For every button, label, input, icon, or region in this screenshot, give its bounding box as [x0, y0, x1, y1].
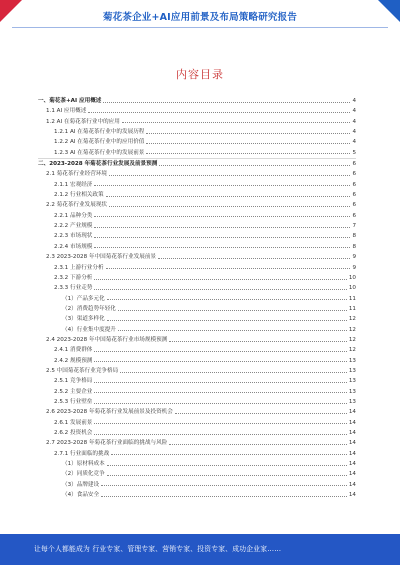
- toc-leader-dots: [101, 496, 347, 497]
- toc-leader-dots: [175, 413, 347, 414]
- toc-entry-title: 2.2.4 市场规模: [54, 243, 93, 250]
- toc-entry[interactable]: [38, 397, 356, 407]
- toc-page-number: 10: [348, 274, 356, 281]
- toc-leader-dots: [107, 320, 347, 321]
- toc-entry[interactable]: [38, 335, 356, 345]
- toc-page-number: 10: [348, 285, 356, 292]
- toc-entry-title: 2.3.1 上游行业分析: [54, 264, 104, 271]
- toc-entry[interactable]: [38, 449, 356, 459]
- toc-page-number: 14: [348, 471, 356, 478]
- toc-page-number: 12: [348, 316, 356, 323]
- toc-entry-title: 2.3.3 行业走势: [54, 285, 93, 292]
- toc-entry[interactable]: [38, 96, 356, 106]
- table-of-contents: [38, 96, 356, 500]
- toc-entry[interactable]: [38, 242, 356, 252]
- toc-leader-dots: [94, 289, 346, 290]
- toc-entry-title: 1.2.1 AI 在菊花茶行业中的发展历程: [54, 129, 145, 136]
- toc-entry[interactable]: [38, 314, 356, 324]
- toc-entry-title: （1）产品多元化: [62, 295, 105, 302]
- toc-leader-dots: [94, 351, 346, 352]
- toc-entry-title: 2.1 菊花茶行业经营环境: [46, 171, 108, 178]
- toc-leader-dots: [107, 475, 347, 476]
- toc-entry-title: 2.5.2 主要企业: [54, 388, 93, 395]
- toc-leader-dots: [94, 279, 346, 280]
- toc-page-number: 12: [348, 326, 356, 333]
- toc-entry-title: 2.4.1 消费群体: [54, 347, 93, 354]
- toc-entry[interactable]: [38, 137, 356, 147]
- toc-entry[interactable]: [38, 418, 356, 428]
- toc-entry-title: 2.7.1 行业面临的挑战: [54, 450, 110, 457]
- toc-page-number: 6: [352, 161, 356, 168]
- toc-leader-dots: [107, 299, 347, 300]
- toc-entry-title: 1.2.3 AI 在菊花茶行业中的发展前景: [54, 149, 145, 156]
- toc-page-number: 14: [348, 450, 356, 457]
- toc-page-number: 6: [352, 212, 356, 219]
- toc-entry-title: （2）同质化竞争: [62, 471, 105, 478]
- toc-page-number: 12: [348, 336, 356, 343]
- toc-page-number: 4: [352, 118, 356, 125]
- toc-page-number: 4: [352, 139, 356, 146]
- toc-entry-title: 2.2.2 产业规模: [54, 223, 93, 230]
- toc-entry-title: 1.1 AI 应用概述: [46, 108, 87, 115]
- toc-entry-title: （3）品牌建设: [62, 481, 100, 488]
- toc-page-number: 14: [348, 440, 356, 447]
- toc-page-number: 14: [348, 409, 356, 416]
- toc-leader-dots: [111, 454, 347, 455]
- toc-leader-dots: [159, 165, 350, 166]
- toc-page-number: 7: [352, 223, 356, 230]
- toc-entry[interactable]: [38, 200, 356, 210]
- toc-leader-dots: [94, 237, 350, 238]
- toc-entry[interactable]: [38, 221, 356, 231]
- toc-page-number: 13: [348, 388, 356, 395]
- toc-entry[interactable]: [38, 304, 356, 314]
- toc-heading: 内容目录: [176, 68, 224, 81]
- toc-leader-dots: [106, 268, 351, 269]
- toc-entry[interactable]: [38, 190, 356, 200]
- toc-entry-title: 2.5.1 竞争格局: [54, 378, 93, 385]
- toc-page-number: 6: [352, 171, 356, 178]
- toc-entry[interactable]: [38, 469, 356, 479]
- toc-page-number: 14: [348, 492, 356, 499]
- toc-entry-title: 2.1.2 行业相关政策: [54, 192, 104, 199]
- header-divider: [12, 27, 388, 28]
- toc-entry-title: 2.2.1 品种分类: [54, 212, 93, 219]
- toc-leader-dots: [94, 227, 350, 228]
- toc-entry[interactable]: [38, 356, 356, 366]
- page-header: [0, 0, 400, 32]
- toc-entry-title: 2.2 菊花茶行业发展现状: [46, 202, 108, 209]
- toc-page-number: 4: [352, 98, 356, 104]
- toc-page-number: 6: [352, 181, 356, 188]
- toc-leader-dots: [158, 258, 350, 259]
- toc-entry-title: 一、菊花茶+AI 应用概述: [38, 98, 102, 104]
- toc-entry-title: （1）原材料成本: [62, 461, 105, 468]
- toc-page-number: 6: [352, 192, 356, 199]
- toc-leader-dots: [107, 465, 347, 466]
- toc-page-number: 4: [352, 108, 356, 115]
- toc-leader-dots: [118, 330, 347, 331]
- toc-leader-dots: [106, 196, 351, 197]
- toc-entry-title: 2.4 2023-2028 年中国菊花茶行业市场规模预测: [46, 336, 168, 343]
- toc-leader-dots: [88, 112, 350, 113]
- toc-entry[interactable]: [38, 325, 356, 335]
- toc-page-number: 14: [348, 481, 356, 488]
- toc-entry-title: 2.6 2023-2028 年菊花茶行业发展前景及投资机会: [46, 409, 173, 416]
- toc-page-number: 12: [348, 347, 356, 354]
- toc-entry[interactable]: [38, 169, 356, 179]
- toc-entry[interactable]: [38, 387, 356, 397]
- toc-entry-title: 2.4.2 规模预测: [54, 357, 93, 364]
- toc-leader-dots: [109, 175, 350, 176]
- toc-leader-dots: [94, 247, 350, 248]
- toc-leader-dots: [109, 206, 350, 207]
- toc-entry[interactable]: [38, 127, 356, 137]
- toc-page-number: 9: [352, 254, 356, 261]
- toc-entry-title: 2.1.1 宏观经济: [54, 181, 93, 188]
- toc-entry[interactable]: [38, 438, 356, 448]
- toc-page-number: 14: [348, 419, 356, 426]
- toc-page-number: 13: [348, 357, 356, 364]
- page-footer: [0, 534, 400, 565]
- toc-entry-title: 2.2.3 市场现状: [54, 233, 93, 240]
- toc-entry[interactable]: [38, 366, 356, 376]
- toc-entry-title: 1.2 AI 在菊花茶行业中的应用: [46, 118, 120, 125]
- toc-page-number: 5: [352, 149, 356, 156]
- toc-leader-dots: [146, 143, 350, 144]
- toc-leader-dots: [118, 310, 347, 311]
- toc-page-number: 9: [352, 264, 356, 271]
- toc-leader-dots: [169, 444, 347, 445]
- toc-entry[interactable]: [38, 294, 356, 304]
- toc-leader-dots: [101, 485, 347, 486]
- toc-leader-dots: [94, 216, 350, 217]
- toc-leader-dots: [169, 341, 347, 342]
- toc-entry[interactable]: [38, 180, 356, 190]
- toc-entry-title: 2.7 2023-2028 年菊花茶行业面临的挑战与风险: [46, 440, 168, 447]
- toc-entry[interactable]: [38, 148, 356, 158]
- toc-entry-title: （2）消费趋势年轻化: [62, 305, 116, 312]
- toc-entry[interactable]: [38, 106, 356, 116]
- toc-page-number: 6: [352, 202, 356, 209]
- toc-entry-title: 1.2.2 AI 在菊花茶行业中的应用价值: [54, 139, 145, 146]
- toc-entry[interactable]: [38, 407, 356, 417]
- toc-page-number: 13: [348, 398, 356, 405]
- toc-leader-dots: [120, 372, 347, 373]
- toc-entry[interactable]: [38, 211, 356, 221]
- toc-entry[interactable]: [38, 345, 356, 355]
- toc-entry[interactable]: [38, 480, 356, 490]
- toc-leader-dots: [122, 122, 351, 123]
- toc-leader-dots: [94, 382, 346, 383]
- toc-leader-dots: [94, 403, 346, 404]
- toc-entry-title: 2.5 中国菊花茶行业竞争格局: [46, 367, 119, 374]
- toc-entry-title: （4）食品安全: [62, 492, 100, 499]
- toc-leader-dots: [94, 423, 346, 424]
- toc-page-number: 8: [352, 233, 356, 240]
- toc-entry[interactable]: [38, 117, 356, 127]
- toc-entry[interactable]: [38, 283, 356, 293]
- footer-slogan: 让每个人都能成为 行业专家、管理专家、营销专家、投资专家、成功企业家……: [34, 545, 282, 553]
- toc-leader-dots: [94, 434, 346, 435]
- toc-entry[interactable]: [38, 158, 356, 169]
- toc-entry[interactable]: [38, 273, 356, 283]
- toc-page-number: 13: [348, 378, 356, 385]
- toc-entry-title: 2.3.2 下游分析: [54, 274, 93, 281]
- toc-entry-title: 2.6.2 投资机会: [54, 430, 93, 436]
- toc-entry[interactable]: [38, 263, 356, 273]
- toc-page-number: 11: [348, 305, 356, 312]
- toc-entry[interactable]: [38, 459, 356, 469]
- toc-page-number: 8: [352, 243, 356, 250]
- toc-page-number: 13: [348, 367, 356, 374]
- toc-entry[interactable]: [38, 252, 356, 262]
- toc-entry[interactable]: [38, 231, 356, 241]
- toc-page-number: 14: [348, 430, 356, 436]
- report-title: 菊花茶企业+AI应用前景及布局策略研究报告: [102, 12, 298, 23]
- toc-leader-dots: [94, 392, 346, 393]
- toc-entry-title: 2.3 2023-2028 年中国菊花茶行业发展前景: [46, 254, 157, 261]
- toc-entry[interactable]: [38, 376, 356, 386]
- toc-leader-dots: [103, 102, 350, 103]
- toc-leader-dots: [146, 133, 350, 134]
- toc-leader-dots: [94, 361, 346, 362]
- toc-page-number: 4: [352, 129, 356, 136]
- toc-entry-title: （4）行业集中度提升: [62, 326, 116, 333]
- toc-page-number: 14: [348, 461, 356, 468]
- toc-entry-title: 二、2023-2028 年菊花茶行业发展及前景预测: [38, 161, 158, 168]
- toc-entry-title: （3）渠道多样化: [62, 316, 105, 323]
- toc-entry[interactable]: [38, 428, 356, 438]
- toc-entry-title: 2.6.1 发展前景: [54, 419, 93, 426]
- toc-leader-dots: [146, 153, 350, 154]
- toc-entry[interactable]: [38, 490, 356, 500]
- toc-page-number: 11: [348, 295, 356, 302]
- toc-entry-title: 2.5.3 行业壁垒: [54, 398, 93, 405]
- toc-leader-dots: [94, 185, 350, 186]
